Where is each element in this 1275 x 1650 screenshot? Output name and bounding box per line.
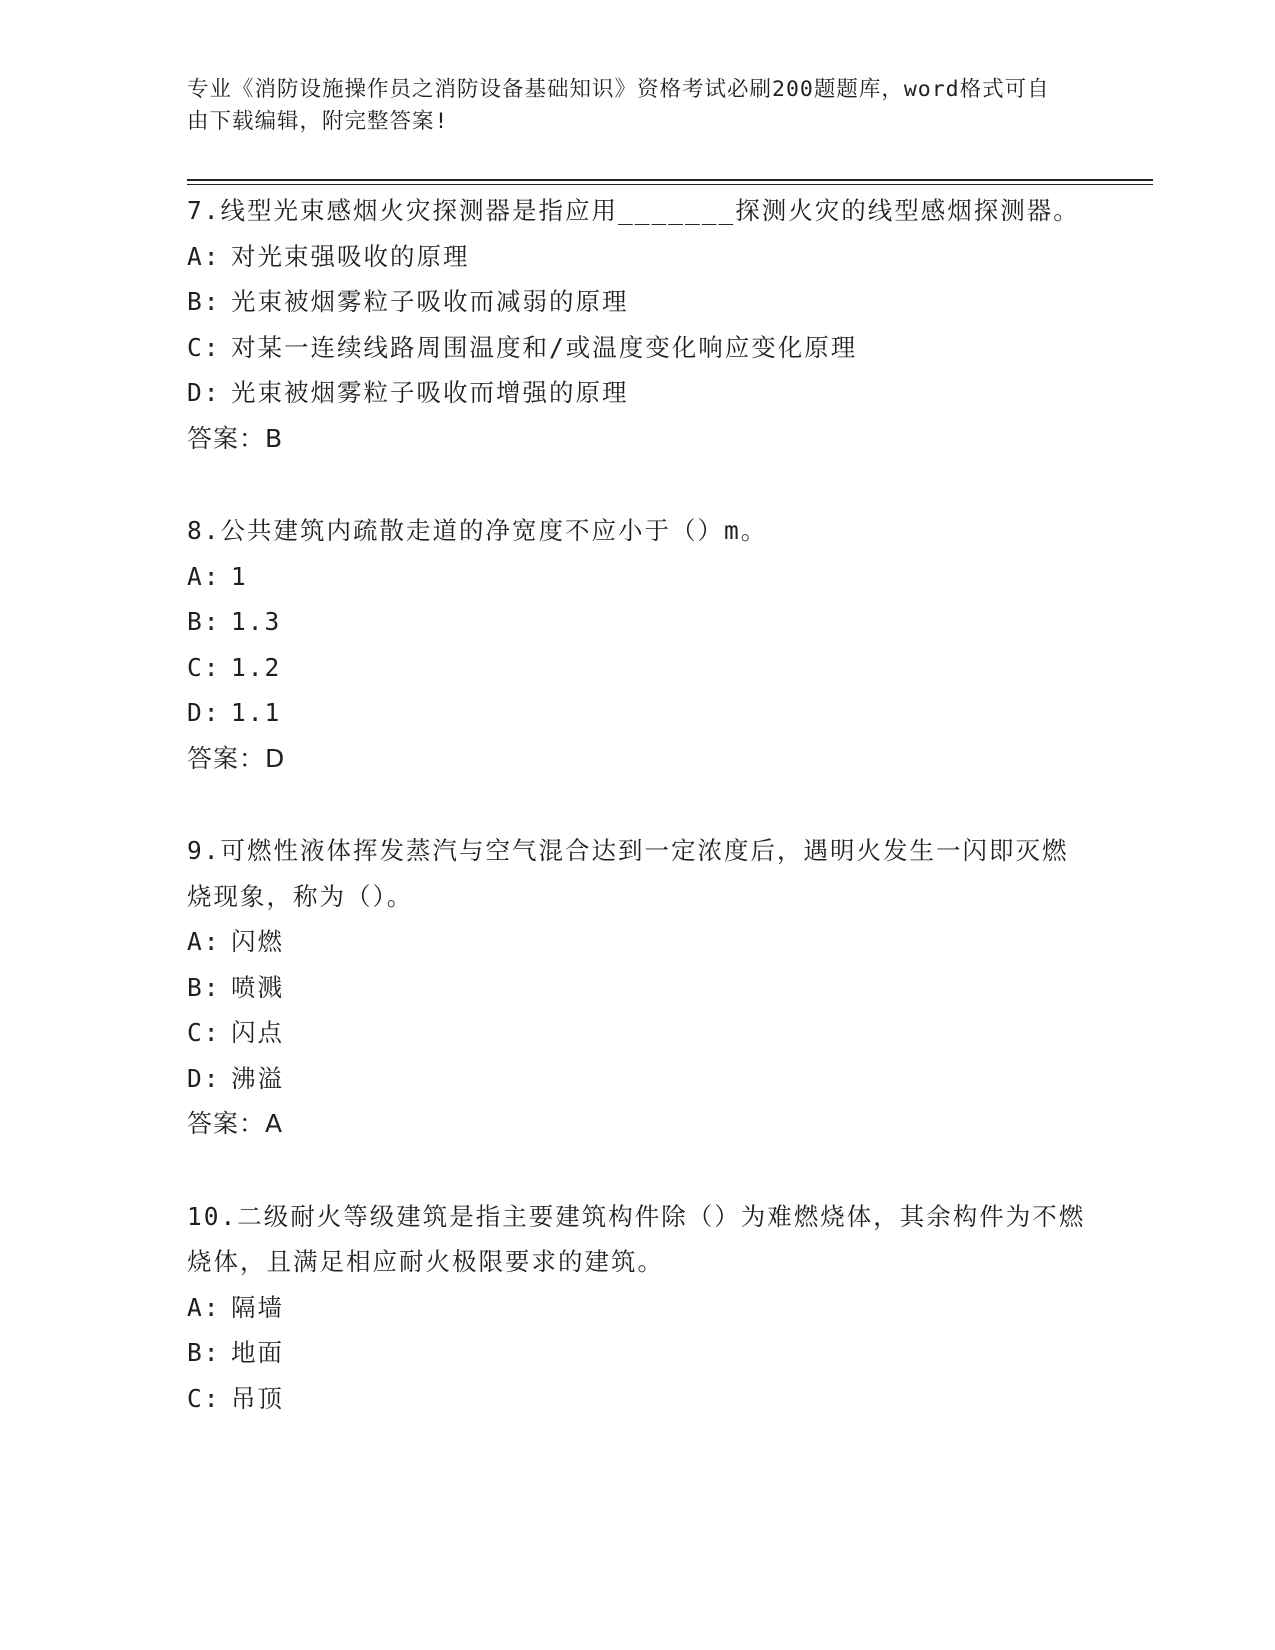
option-d bbox=[187, 690, 1087, 736]
option-label: A: bbox=[187, 1292, 221, 1322]
option-text: 1.1 bbox=[231, 698, 282, 727]
option-label: D: bbox=[187, 698, 221, 727]
question-spacer bbox=[187, 781, 1087, 828]
option-text: 闪燃 bbox=[231, 927, 284, 956]
question-list bbox=[187, 188, 1087, 1421]
option-a bbox=[187, 554, 1087, 600]
option-c bbox=[187, 1010, 1087, 1056]
answer-line: 答案：D bbox=[187, 743, 286, 773]
option-label: B: bbox=[187, 607, 221, 636]
option-label: A: bbox=[187, 241, 221, 271]
answer-line: 答案：B bbox=[187, 423, 284, 453]
option-text: 1.3 bbox=[231, 607, 282, 636]
option-text: 闪点 bbox=[231, 1018, 284, 1047]
option-text: 1 bbox=[231, 561, 248, 591]
question-spacer bbox=[187, 1147, 1087, 1194]
option-label: C: bbox=[187, 1383, 221, 1413]
option-label: B: bbox=[187, 287, 221, 316]
option-b bbox=[187, 599, 1087, 645]
option-label: A: bbox=[187, 561, 221, 591]
option-text: 光束被烟雾粒子吸收而减弱的原理 bbox=[231, 287, 629, 316]
question-7 bbox=[187, 188, 1087, 461]
option-text: 光束被烟雾粒子吸收而增强的原理 bbox=[231, 378, 629, 407]
option-text: 地面 bbox=[231, 1338, 284, 1367]
question-stem: 9.可燃性液体挥发蒸汽与空气混合达到一定浓度后，遇明火发生一闪即灭燃烧现象，称为（）。 bbox=[187, 836, 1069, 911]
option-b bbox=[187, 279, 1087, 325]
option-text: 隔墙 bbox=[231, 1292, 284, 1322]
option-text: 对光束强吸收的原理 bbox=[231, 241, 470, 271]
header-divider-thin bbox=[187, 184, 1153, 185]
option-label: B: bbox=[187, 972, 221, 1002]
question-10 bbox=[187, 1194, 1087, 1422]
answer-line: 答案：A bbox=[187, 1109, 284, 1138]
option-c bbox=[187, 645, 1087, 691]
option-text: 1.2 bbox=[231, 652, 282, 682]
option-a bbox=[187, 919, 1087, 965]
option-label: D: bbox=[187, 1063, 221, 1093]
question-9 bbox=[187, 828, 1087, 1147]
option-label: C: bbox=[187, 652, 221, 682]
question-stem: 8.公共建筑内疏散走道的净宽度不应小于（）m。 bbox=[187, 516, 768, 545]
option-text: 吊顶 bbox=[231, 1383, 284, 1413]
option-c bbox=[187, 1376, 1087, 1422]
document-header: 专业《消防设施操作员之消防设备基础知识》资格考试必刷200题题库，word格式可自由下载编辑，附完整答案! bbox=[187, 77, 1050, 134]
option-a bbox=[187, 234, 1087, 280]
option-a bbox=[187, 1285, 1087, 1331]
option-c bbox=[187, 325, 1087, 371]
question-stem: 10.二级耐火等级建筑是指主要建筑构件除（）为难燃烧体，其余构件为不燃烧体，且满足相应耐火极限要求的建筑。 bbox=[187, 1201, 1086, 1276]
option-label: D: bbox=[187, 378, 221, 407]
question-stem: 7.线型光束感烟火灾探测器是指应用_______探测火灾的线型感烟探测器。 bbox=[187, 196, 1080, 225]
option-label: B: bbox=[187, 1338, 221, 1367]
option-label: C: bbox=[187, 332, 221, 362]
option-text: 喷溅 bbox=[231, 972, 284, 1002]
question-spacer bbox=[187, 461, 1087, 508]
header-divider-thick bbox=[187, 179, 1153, 181]
option-b bbox=[187, 965, 1087, 1011]
option-b bbox=[187, 1330, 1087, 1376]
option-text: 对某一连续线路周围温度和/或温度变化响应变化原理 bbox=[231, 332, 858, 362]
option-label: C: bbox=[187, 1018, 221, 1047]
option-text: 沸溢 bbox=[231, 1063, 284, 1093]
question-8 bbox=[187, 508, 1087, 781]
option-d bbox=[187, 370, 1087, 416]
option-label: A: bbox=[187, 927, 221, 956]
option-d bbox=[187, 1056, 1087, 1102]
